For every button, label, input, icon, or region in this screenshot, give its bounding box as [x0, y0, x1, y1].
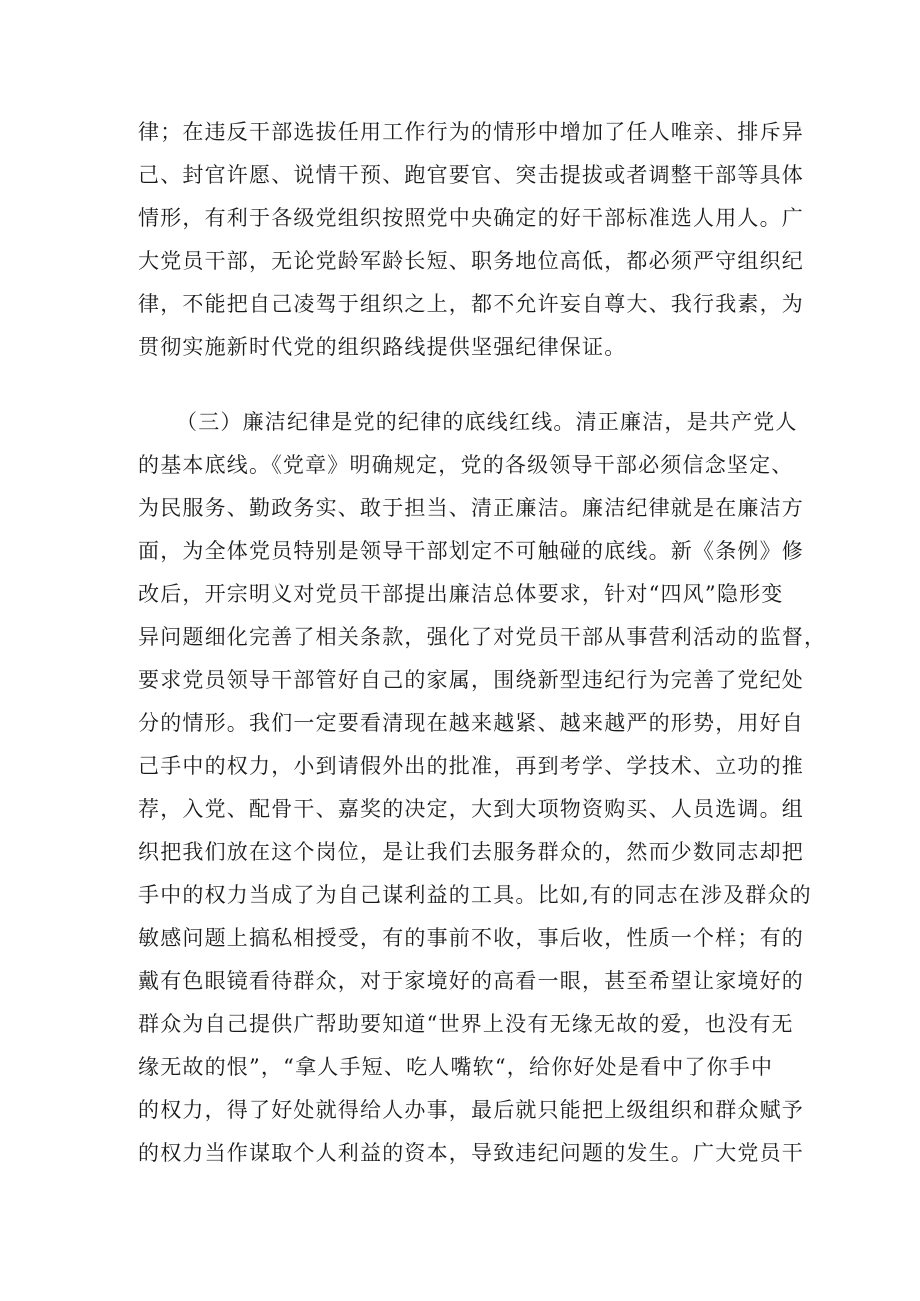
- text-line: 异问题细化完善了相关条款，强化了对党员干部从事营利活动的监督，: [138, 625, 827, 649]
- text-line: 贯彻实施新时代党的组织路线提供坚强纪律保证。: [138, 335, 627, 359]
- text-line: 缘无故的恨”，“拿人手短、吃人嘴软“，给你好处是看中了你手中: [138, 1055, 774, 1079]
- text-line: 面，为全体党员特别是领导干部划定不可触碰的底线。新《条例》修: [138, 539, 804, 563]
- text-line: 分的情形。我们一定要看清现在越来越紧、越来越严的形势，用好自: [138, 711, 804, 735]
- text-line: 敏感问题上搞私相授受，有的事前不收，事后收，性质一个样；有的: [138, 926, 804, 950]
- text-line: 的基本底线。《党章》明确规定，党的各级领导干部必须信念坚定、: [138, 453, 794, 477]
- text-line: 己、封官许愿、说情干预、跑官要官、突击提拔或者调整干部等具体: [138, 163, 804, 187]
- text-line: 的权力，得了好处就得给人办事，最后就只能把上级组织和群众赋予: [138, 1098, 804, 1122]
- text-line: 荐，入党、配骨干、嘉奖的决定，大到大项物资购买、人员选调。组: [138, 797, 804, 821]
- text-line: 律；在违反干部选拔任用工作行为的情形中增加了任人唯亲、排斥异: [138, 120, 804, 144]
- text-line: 大党员干部，无论党龄军龄长短、职务地位高低，都必须严守组织纪: [138, 249, 804, 273]
- text-line: 群众为自己提供广帮助要知道“世界上没有无缘无故的爱，也没有无: [138, 1012, 794, 1036]
- text-line: 的权力当作谋取个人利益的资本，导致违纪问题的发生。广大党员干: [138, 1141, 804, 1165]
- section-heading-line: （三）廉洁纪律是党的纪律的底线红线。清正廉洁，是共产党人: [176, 410, 798, 434]
- text-line: 为民服务、勤政务实、敢于担当、清正廉洁。廉洁纪律就是在廉洁方: [138, 496, 804, 520]
- text-line: 改后，开宗明义对党员干部提出廉洁总体要求，针对“四风”隐形变: [138, 582, 784, 606]
- paragraph-integrity-discipline: [138, 401, 827, 1175]
- text-line: 织把我们放在这个岗位，是让我们去服务群众的，然而少数同志却把: [138, 840, 804, 864]
- text-line: 己手中的权力，小到请假外出的批准，再到考学、学技术、立功的推: [138, 754, 804, 778]
- text-line: 要求党员领导干部管好自己的家属，围绕新型违纪行为完善了党纪处: [138, 668, 804, 692]
- text-line: 情形，有利于各级党组织按照党中央确定的好干部标准选人用人。广: [138, 206, 804, 230]
- text-line: 戴有色眼镜看待群众，对于家境好的高看一眼，甚至希望让家境好的: [138, 969, 804, 993]
- text-line: 律，不能把自己凌驾于组织之上，都不允许妄自尊大、我行我素，为: [138, 292, 804, 316]
- paragraph-organizational-discipline: [138, 111, 804, 369]
- text-line: 手中的权力当成了为自己谋利益的工具。比如,有的同志在涉及群众的: [138, 883, 812, 907]
